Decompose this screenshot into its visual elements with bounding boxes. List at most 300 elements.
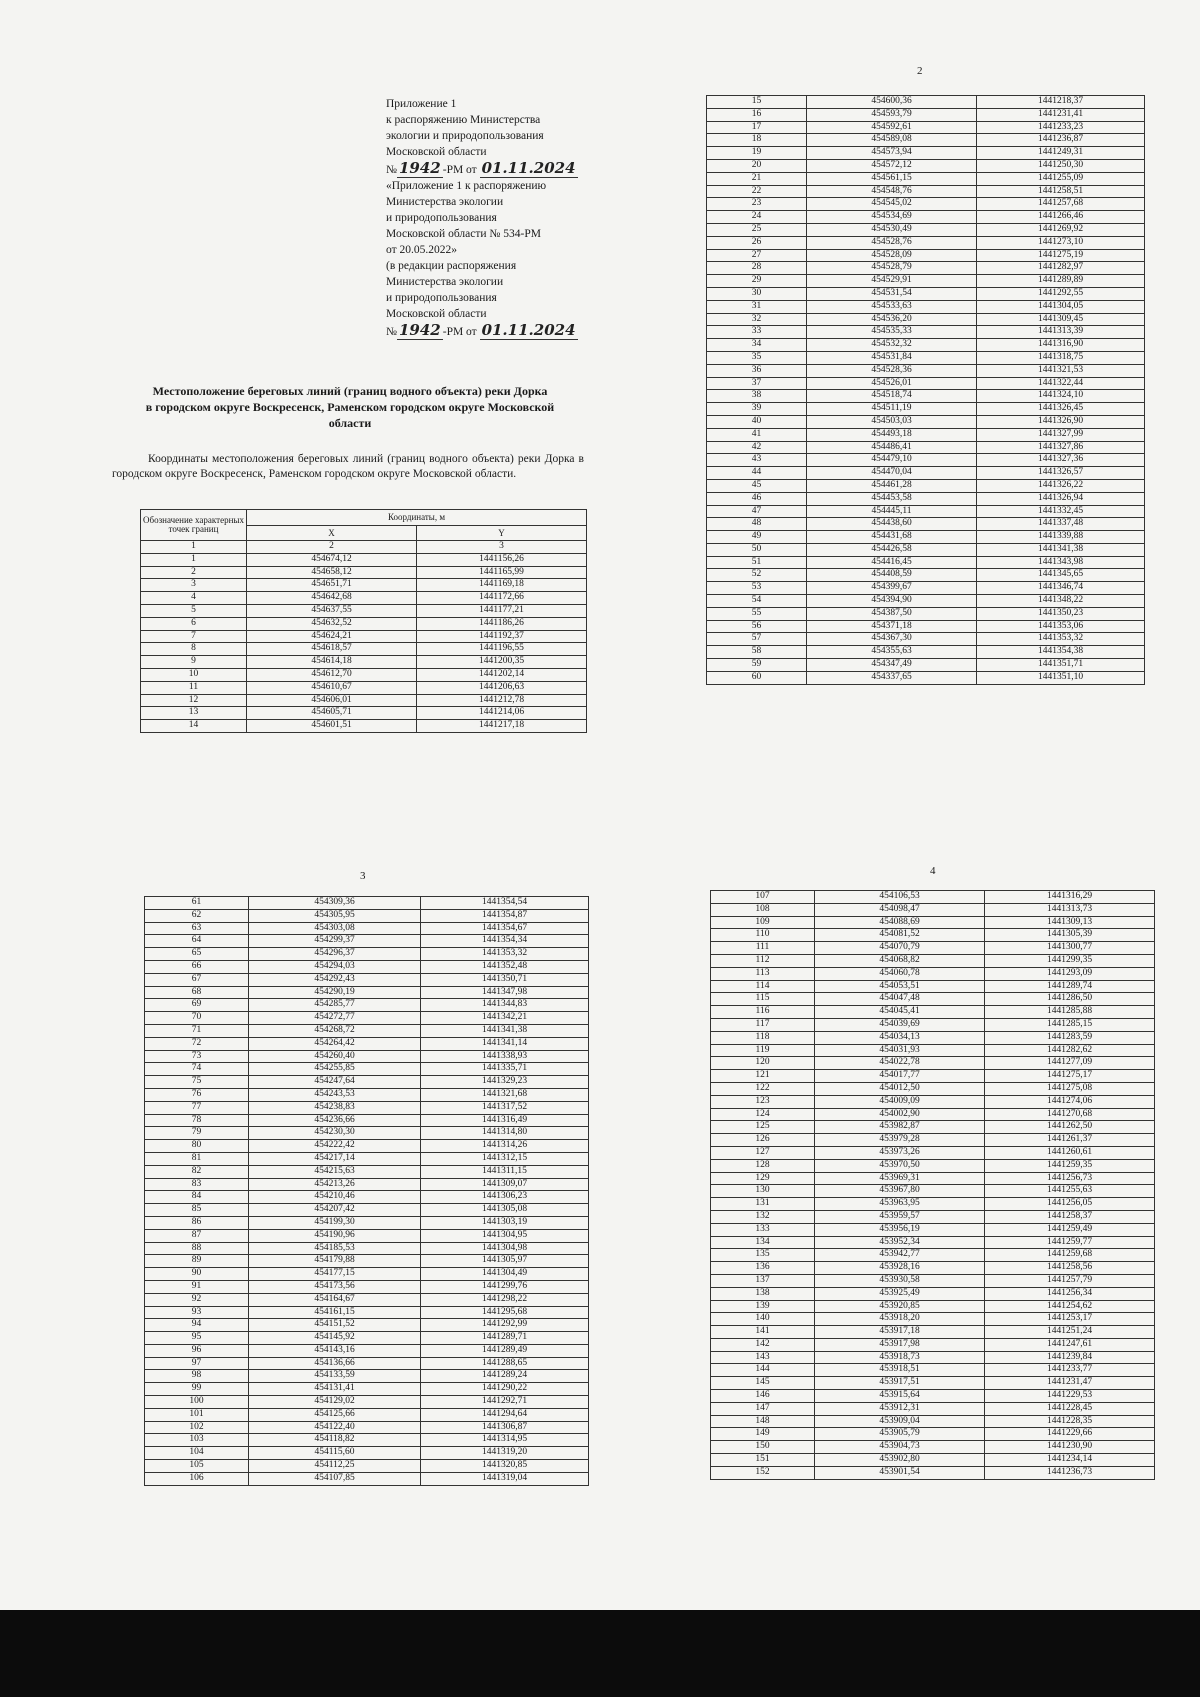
- x-coordinate-cell: 454296,37: [249, 948, 421, 961]
- y-coordinate-cell: 1441289,74: [985, 980, 1155, 993]
- x-coordinate-cell: 454290,19: [249, 986, 421, 999]
- x-coordinate-cell: 453928,16: [815, 1262, 985, 1275]
- table-row: [711, 1198, 1155, 1211]
- point-number-cell: 36: [707, 364, 807, 377]
- table-row: [145, 1114, 589, 1127]
- point-number-cell: 39: [707, 403, 807, 416]
- table-row: [145, 1421, 589, 1434]
- y-coordinate-cell: 1441306,23: [421, 1191, 589, 1204]
- y-coordinate-cell: 1441259,77: [985, 1236, 1155, 1249]
- point-number-cell: 31: [707, 300, 807, 313]
- table-row: [711, 1390, 1155, 1403]
- table-row: [707, 659, 1145, 672]
- x-coordinate-cell: 453930,58: [815, 1274, 985, 1287]
- x-coordinate-cell: 453909,04: [815, 1415, 985, 1428]
- y-coordinate-cell: 1441258,37: [985, 1210, 1155, 1223]
- y-coordinate-cell: 1441275,17: [985, 1070, 1155, 1083]
- y-coordinate-cell: 1441259,35: [985, 1159, 1155, 1172]
- x-coordinate-cell: 454674,12: [247, 553, 417, 566]
- point-number-cell: 151: [711, 1454, 815, 1467]
- x-coordinate-cell: 454511,19: [807, 403, 977, 416]
- y-coordinate-cell: 1441231,41: [977, 108, 1145, 121]
- y-coordinate-cell: 1441350,71: [421, 973, 589, 986]
- point-number-cell: 27: [707, 249, 807, 262]
- point-number-cell: 59: [707, 659, 807, 672]
- x-coordinate-cell: 454133,59: [249, 1370, 421, 1383]
- point-number-cell: 40: [707, 415, 807, 428]
- table-row: [145, 1434, 589, 1447]
- x-coordinate-cell: 454528,79: [807, 262, 977, 275]
- y-coordinate-cell: 1441352,48: [421, 960, 589, 973]
- x-coordinate-cell: 454367,30: [807, 633, 977, 646]
- table-row: [707, 633, 1145, 646]
- point-number-cell: 84: [145, 1191, 249, 1204]
- y-coordinate-cell: 1441293,09: [985, 967, 1155, 980]
- point-number-cell: 29: [707, 275, 807, 288]
- table-row: [141, 694, 587, 707]
- x-coordinate-cell: 454002,90: [815, 1108, 985, 1121]
- x-coordinate-cell: 453920,85: [815, 1300, 985, 1313]
- y-coordinate-cell: 1441289,89: [977, 275, 1145, 288]
- table-row: [711, 1172, 1155, 1185]
- point-number-cell: 60: [707, 671, 807, 684]
- x-coordinate-cell: 454431,68: [807, 531, 977, 544]
- point-number-cell: 41: [707, 428, 807, 441]
- y-coordinate-cell: 1441286,50: [985, 993, 1155, 1006]
- y-coordinate-cell: 1441192,37: [417, 630, 587, 643]
- y-coordinate-cell: 1441338,93: [421, 1050, 589, 1063]
- x-coordinate-cell: 454164,67: [249, 1293, 421, 1306]
- header-point-designation: Обозначение характерных точек границ: [141, 510, 247, 541]
- point-number-cell: 47: [707, 505, 807, 518]
- table-row: [707, 607, 1145, 620]
- x-coordinate-cell: 453979,28: [815, 1134, 985, 1147]
- y-coordinate-cell: 1441285,88: [985, 1006, 1155, 1019]
- table-row: [145, 1127, 589, 1140]
- x-coordinate-cell: 454438,60: [807, 518, 977, 531]
- point-number-cell: 54: [707, 595, 807, 608]
- y-coordinate-cell: 1441304,49: [421, 1268, 589, 1281]
- y-coordinate-cell: 1441354,34: [421, 935, 589, 948]
- table-row: [145, 1332, 589, 1345]
- x-coordinate-cell: 454053,51: [815, 980, 985, 993]
- approval-line: Министерства экологии: [386, 196, 504, 208]
- point-number-cell: 33: [707, 326, 807, 339]
- y-coordinate-cell: 1441354,87: [421, 909, 589, 922]
- y-coordinate-cell: 1441347,98: [421, 986, 589, 999]
- point-number-cell: 18: [707, 134, 807, 147]
- y-coordinate-cell: 1441270,68: [985, 1108, 1155, 1121]
- table-row: [145, 1101, 589, 1114]
- x-coordinate-cell: 454408,59: [807, 569, 977, 582]
- y-coordinate-cell: 1441202,14: [417, 668, 587, 681]
- y-coordinate-cell: 1441305,08: [421, 1204, 589, 1217]
- x-coordinate-cell: 454112,25: [249, 1460, 421, 1473]
- y-coordinate-cell: 1441306,87: [421, 1421, 589, 1434]
- point-number-cell: 146: [711, 1390, 815, 1403]
- x-coordinate-cell: 454125,66: [249, 1408, 421, 1421]
- header-x: X: [247, 525, 417, 541]
- table-row: [145, 1306, 589, 1319]
- y-coordinate-cell: 1441255,09: [977, 172, 1145, 185]
- point-number-cell: 17: [707, 121, 807, 134]
- page-number: 2: [917, 65, 923, 77]
- x-coordinate-cell: 454299,37: [249, 935, 421, 948]
- point-number-cell: 85: [145, 1204, 249, 1217]
- y-coordinate-cell: 1441206,63: [417, 681, 587, 694]
- table-row: [145, 1012, 589, 1025]
- table-row: [145, 1165, 589, 1178]
- point-number-cell: 119: [711, 1044, 815, 1057]
- table-row: [145, 1319, 589, 1332]
- x-coordinate-cell: 454605,71: [247, 707, 417, 720]
- y-coordinate-cell: 1441353,06: [977, 620, 1145, 633]
- x-coordinate-cell: 454416,45: [807, 556, 977, 569]
- y-coordinate-cell: 1441261,37: [985, 1134, 1155, 1147]
- point-number-cell: 44: [707, 467, 807, 480]
- table-row: [711, 1159, 1155, 1172]
- x-coordinate-cell: 454612,70: [247, 668, 417, 681]
- point-number-cell: 15: [707, 96, 807, 109]
- number-sign: №: [386, 164, 397, 176]
- x-coordinate-cell: 454022,78: [815, 1057, 985, 1070]
- x-coordinate-cell: 454394,90: [807, 595, 977, 608]
- point-number-cell: 12: [141, 694, 247, 707]
- y-coordinate-cell: 1441316,29: [985, 891, 1155, 904]
- x-coordinate-cell: 454264,42: [249, 1037, 421, 1050]
- x-coordinate-cell: 454260,40: [249, 1050, 421, 1063]
- table-row: [145, 948, 589, 961]
- x-coordinate-cell: 454642,68: [247, 592, 417, 605]
- handwritten-number: 1942: [398, 321, 441, 339]
- table-row: [141, 668, 587, 681]
- table-row: [707, 108, 1145, 121]
- x-coordinate-cell: 454185,53: [249, 1242, 421, 1255]
- table-row: [707, 454, 1145, 467]
- x-coordinate-cell: 454355,63: [807, 646, 977, 659]
- page-number: 4: [930, 865, 936, 877]
- point-number-cell: 10: [141, 668, 247, 681]
- x-coordinate-cell: 454526,01: [807, 377, 977, 390]
- table-row: [711, 1006, 1155, 1019]
- y-coordinate-cell: 1441292,55: [977, 287, 1145, 300]
- x-coordinate-cell: 453912,31: [815, 1402, 985, 1415]
- point-number-cell: 2: [141, 566, 247, 579]
- y-coordinate-cell: 1441254,62: [985, 1300, 1155, 1313]
- table-row: [707, 223, 1145, 236]
- y-coordinate-cell: 1441314,80: [421, 1127, 589, 1140]
- table-row: [711, 1223, 1155, 1236]
- table-row: [145, 935, 589, 948]
- table-row: [141, 720, 587, 733]
- table-row: [145, 960, 589, 973]
- table-row: [711, 1454, 1155, 1467]
- x-coordinate-cell: 454610,67: [247, 681, 417, 694]
- x-coordinate-cell: 453970,50: [815, 1159, 985, 1172]
- table-row: [145, 1152, 589, 1165]
- y-coordinate-cell: 1441299,76: [421, 1280, 589, 1293]
- table-row: [711, 1108, 1155, 1121]
- x-coordinate-cell: 453918,73: [815, 1351, 985, 1364]
- table-row: [707, 531, 1145, 544]
- y-coordinate-cell: 1441313,39: [977, 326, 1145, 339]
- table-row: [707, 198, 1145, 211]
- table-row: [707, 96, 1145, 109]
- table-row: [707, 287, 1145, 300]
- point-number-cell: 102: [145, 1421, 249, 1434]
- point-number-cell: 114: [711, 980, 815, 993]
- y-coordinate-cell: 1441275,19: [977, 249, 1145, 262]
- point-number-cell: 69: [145, 999, 249, 1012]
- table-row: [711, 980, 1155, 993]
- point-number-cell: 5: [141, 604, 247, 617]
- table-row: [711, 903, 1155, 916]
- table-row: [711, 1326, 1155, 1339]
- y-coordinate-cell: 1441326,94: [977, 492, 1145, 505]
- x-coordinate-cell: 454387,50: [807, 607, 977, 620]
- point-number-cell: 98: [145, 1370, 249, 1383]
- table-row: [145, 1357, 589, 1370]
- table-row: [711, 1236, 1155, 1249]
- y-coordinate-cell: 1441236,87: [977, 134, 1145, 147]
- point-number-cell: 101: [145, 1408, 249, 1421]
- point-number-cell: 1: [141, 553, 247, 566]
- table-row: [145, 1076, 589, 1089]
- x-coordinate-cell: 454129,02: [249, 1396, 421, 1409]
- x-coordinate-cell: 454371,18: [807, 620, 977, 633]
- table-row: [711, 1095, 1155, 1108]
- x-coordinate-cell: 454303,08: [249, 922, 421, 935]
- y-coordinate-cell: 1441285,15: [985, 1018, 1155, 1031]
- y-coordinate-cell: 1441292,99: [421, 1319, 589, 1332]
- point-number-cell: 135: [711, 1249, 815, 1262]
- table-row: [707, 505, 1145, 518]
- y-coordinate-cell: 1441229,66: [985, 1428, 1155, 1441]
- x-coordinate-cell: 453956,19: [815, 1223, 985, 1236]
- point-number-cell: 8: [141, 643, 247, 656]
- point-number-cell: 89: [145, 1255, 249, 1268]
- header-y: Y: [417, 525, 587, 541]
- y-coordinate-cell: 1441304,05: [977, 300, 1145, 313]
- coordinates-table-page-1: [140, 509, 587, 733]
- x-coordinate-cell: 454009,09: [815, 1095, 985, 1108]
- x-coordinate-cell: 454305,95: [249, 909, 421, 922]
- point-number-cell: 131: [711, 1198, 815, 1211]
- y-coordinate-cell: 1441320,85: [421, 1460, 589, 1473]
- y-coordinate-cell: 1441269,92: [977, 223, 1145, 236]
- table-row: [711, 1018, 1155, 1031]
- y-coordinate-cell: 1441294,64: [421, 1408, 589, 1421]
- point-number-cell: 67: [145, 973, 249, 986]
- x-coordinate-cell: 454536,20: [807, 313, 977, 326]
- x-coordinate-cell: 454470,04: [807, 467, 977, 480]
- table-row: [145, 1050, 589, 1063]
- y-coordinate-cell: 1441262,50: [985, 1121, 1155, 1134]
- point-number-cell: 144: [711, 1364, 815, 1377]
- table-row: [141, 630, 587, 643]
- table-row: [707, 159, 1145, 172]
- y-coordinate-cell: 1441309,13: [985, 916, 1155, 929]
- y-coordinate-cell: 1441289,49: [421, 1344, 589, 1357]
- y-coordinate-cell: 1441231,47: [985, 1377, 1155, 1390]
- table-row: [145, 1063, 589, 1076]
- x-coordinate-cell: 454255,85: [249, 1063, 421, 1076]
- title-line: области: [328, 416, 372, 430]
- point-number-cell: 35: [707, 351, 807, 364]
- point-number-cell: 123: [711, 1095, 815, 1108]
- approval-line: и природопользования: [386, 212, 497, 224]
- y-coordinate-cell: 1441344,83: [421, 999, 589, 1012]
- y-coordinate-cell: 1441256,34: [985, 1287, 1155, 1300]
- x-coordinate-cell: 454531,54: [807, 287, 977, 300]
- x-coordinate-cell: 454217,14: [249, 1152, 421, 1165]
- x-coordinate-cell: 454177,15: [249, 1268, 421, 1281]
- point-number-cell: 127: [711, 1146, 815, 1159]
- table-row: [707, 211, 1145, 224]
- approval-line: Министерства экологии: [386, 276, 504, 288]
- point-number-cell: 34: [707, 339, 807, 352]
- table-row: [141, 643, 587, 656]
- point-number-cell: 28: [707, 262, 807, 275]
- x-coordinate-cell: 454573,94: [807, 147, 977, 160]
- table-row: [145, 1216, 589, 1229]
- x-coordinate-cell: 454561,15: [807, 172, 977, 185]
- y-coordinate-cell: 1441258,51: [977, 185, 1145, 198]
- point-number-cell: 86: [145, 1216, 249, 1229]
- table-row: [707, 620, 1145, 633]
- point-number-cell: 79: [145, 1127, 249, 1140]
- order-number-line: [386, 322, 596, 340]
- table-row: [707, 441, 1145, 454]
- y-coordinate-cell: 1441309,45: [977, 313, 1145, 326]
- table-row: [711, 1364, 1155, 1377]
- table-row: [707, 467, 1145, 480]
- x-coordinate-cell: 454207,42: [249, 1204, 421, 1217]
- approval-line: Московской области: [386, 146, 487, 158]
- table-row: [145, 1242, 589, 1255]
- point-number-cell: 55: [707, 607, 807, 620]
- table-row: [711, 1185, 1155, 1198]
- point-number-cell: 30: [707, 287, 807, 300]
- x-coordinate-cell: 454572,12: [807, 159, 977, 172]
- table-row: [145, 909, 589, 922]
- y-coordinate-cell: 1441326,22: [977, 479, 1145, 492]
- y-coordinate-cell: 1441304,98: [421, 1242, 589, 1255]
- x-coordinate-cell: 454493,18: [807, 428, 977, 441]
- approval-block: [386, 96, 596, 340]
- y-coordinate-cell: 1441348,22: [977, 595, 1145, 608]
- table-row: [145, 1408, 589, 1421]
- y-coordinate-cell: 1441326,45: [977, 403, 1145, 416]
- point-number-cell: 133: [711, 1223, 815, 1236]
- y-coordinate-cell: 1441353,32: [977, 633, 1145, 646]
- table-row: [707, 147, 1145, 160]
- x-coordinate-cell: 454190,96: [249, 1229, 421, 1242]
- point-number-cell: 83: [145, 1178, 249, 1191]
- page-number: 3: [360, 870, 366, 882]
- x-coordinate-cell: 454479,10: [807, 454, 977, 467]
- y-coordinate-cell: 1441177,21: [417, 604, 587, 617]
- y-coordinate-cell: 1441172,66: [417, 592, 587, 605]
- y-coordinate-cell: 1441300,77: [985, 942, 1155, 955]
- x-coordinate-cell: 453967,80: [815, 1185, 985, 1198]
- y-coordinate-cell: 1441354,67: [421, 922, 589, 935]
- table-row: [145, 1396, 589, 1409]
- approval-line: от 20.05.2022»: [386, 244, 457, 256]
- point-number-cell: 118: [711, 1031, 815, 1044]
- x-coordinate-cell: 454531,84: [807, 351, 977, 364]
- header-coordinates: Координаты, м: [247, 510, 587, 526]
- point-number-cell: 99: [145, 1383, 249, 1396]
- x-coordinate-cell: 454292,43: [249, 973, 421, 986]
- table-row: [711, 1338, 1155, 1351]
- point-number-cell: 52: [707, 569, 807, 582]
- y-coordinate-cell: 1441251,24: [985, 1326, 1155, 1339]
- point-number-cell: 82: [145, 1165, 249, 1178]
- y-coordinate-cell: 1441314,95: [421, 1434, 589, 1447]
- table-row: [141, 707, 587, 720]
- table-row: [711, 916, 1155, 929]
- point-number-cell: 13: [141, 707, 247, 720]
- y-coordinate-cell: 1441165,99: [417, 566, 587, 579]
- x-coordinate-cell: 454528,09: [807, 249, 977, 262]
- x-coordinate-cell: 454486,41: [807, 441, 977, 454]
- table-row: [711, 993, 1155, 1006]
- coordinates-table-page-2: [706, 95, 1145, 685]
- point-number-cell: 103: [145, 1434, 249, 1447]
- table-row: [707, 479, 1145, 492]
- handwritten-date: 01.11.2024: [481, 321, 576, 339]
- x-coordinate-cell: 454230,30: [249, 1127, 421, 1140]
- x-coordinate-cell: 454106,53: [815, 891, 985, 904]
- point-number-cell: 125: [711, 1121, 815, 1134]
- x-coordinate-cell: 453904,73: [815, 1441, 985, 1454]
- point-number-cell: 100: [145, 1396, 249, 1409]
- y-coordinate-cell: 1441290,22: [421, 1383, 589, 1396]
- table-row: [707, 646, 1145, 659]
- table-row: [141, 604, 587, 617]
- point-number-cell: 38: [707, 390, 807, 403]
- y-coordinate-cell: 1441275,08: [985, 1082, 1155, 1095]
- y-coordinate-cell: 1441342,21: [421, 1012, 589, 1025]
- point-number-cell: 73: [145, 1050, 249, 1063]
- table-row: [707, 403, 1145, 416]
- table-row: [711, 1262, 1155, 1275]
- x-coordinate-cell: 454017,77: [815, 1070, 985, 1083]
- point-number-cell: 48: [707, 518, 807, 531]
- x-coordinate-cell: 453917,51: [815, 1377, 985, 1390]
- table-row: [145, 1255, 589, 1268]
- table-row: [711, 1274, 1155, 1287]
- table-row: [711, 1300, 1155, 1313]
- table-row: [711, 954, 1155, 967]
- x-coordinate-cell: 454532,32: [807, 339, 977, 352]
- table-row: [707, 134, 1145, 147]
- x-coordinate-cell: 453959,57: [815, 1210, 985, 1223]
- y-coordinate-cell: 1441295,68: [421, 1306, 589, 1319]
- x-coordinate-cell: 453969,31: [815, 1172, 985, 1185]
- point-number-cell: 97: [145, 1357, 249, 1370]
- table-row: [707, 543, 1145, 556]
- y-coordinate-cell: 1441312,15: [421, 1152, 589, 1165]
- table-row: [707, 313, 1145, 326]
- table-row: [711, 1402, 1155, 1415]
- y-coordinate-cell: 1441169,18: [417, 579, 587, 592]
- table-row: [711, 1428, 1155, 1441]
- point-number-cell: 19: [707, 147, 807, 160]
- point-number-cell: 57: [707, 633, 807, 646]
- table-row: [711, 1287, 1155, 1300]
